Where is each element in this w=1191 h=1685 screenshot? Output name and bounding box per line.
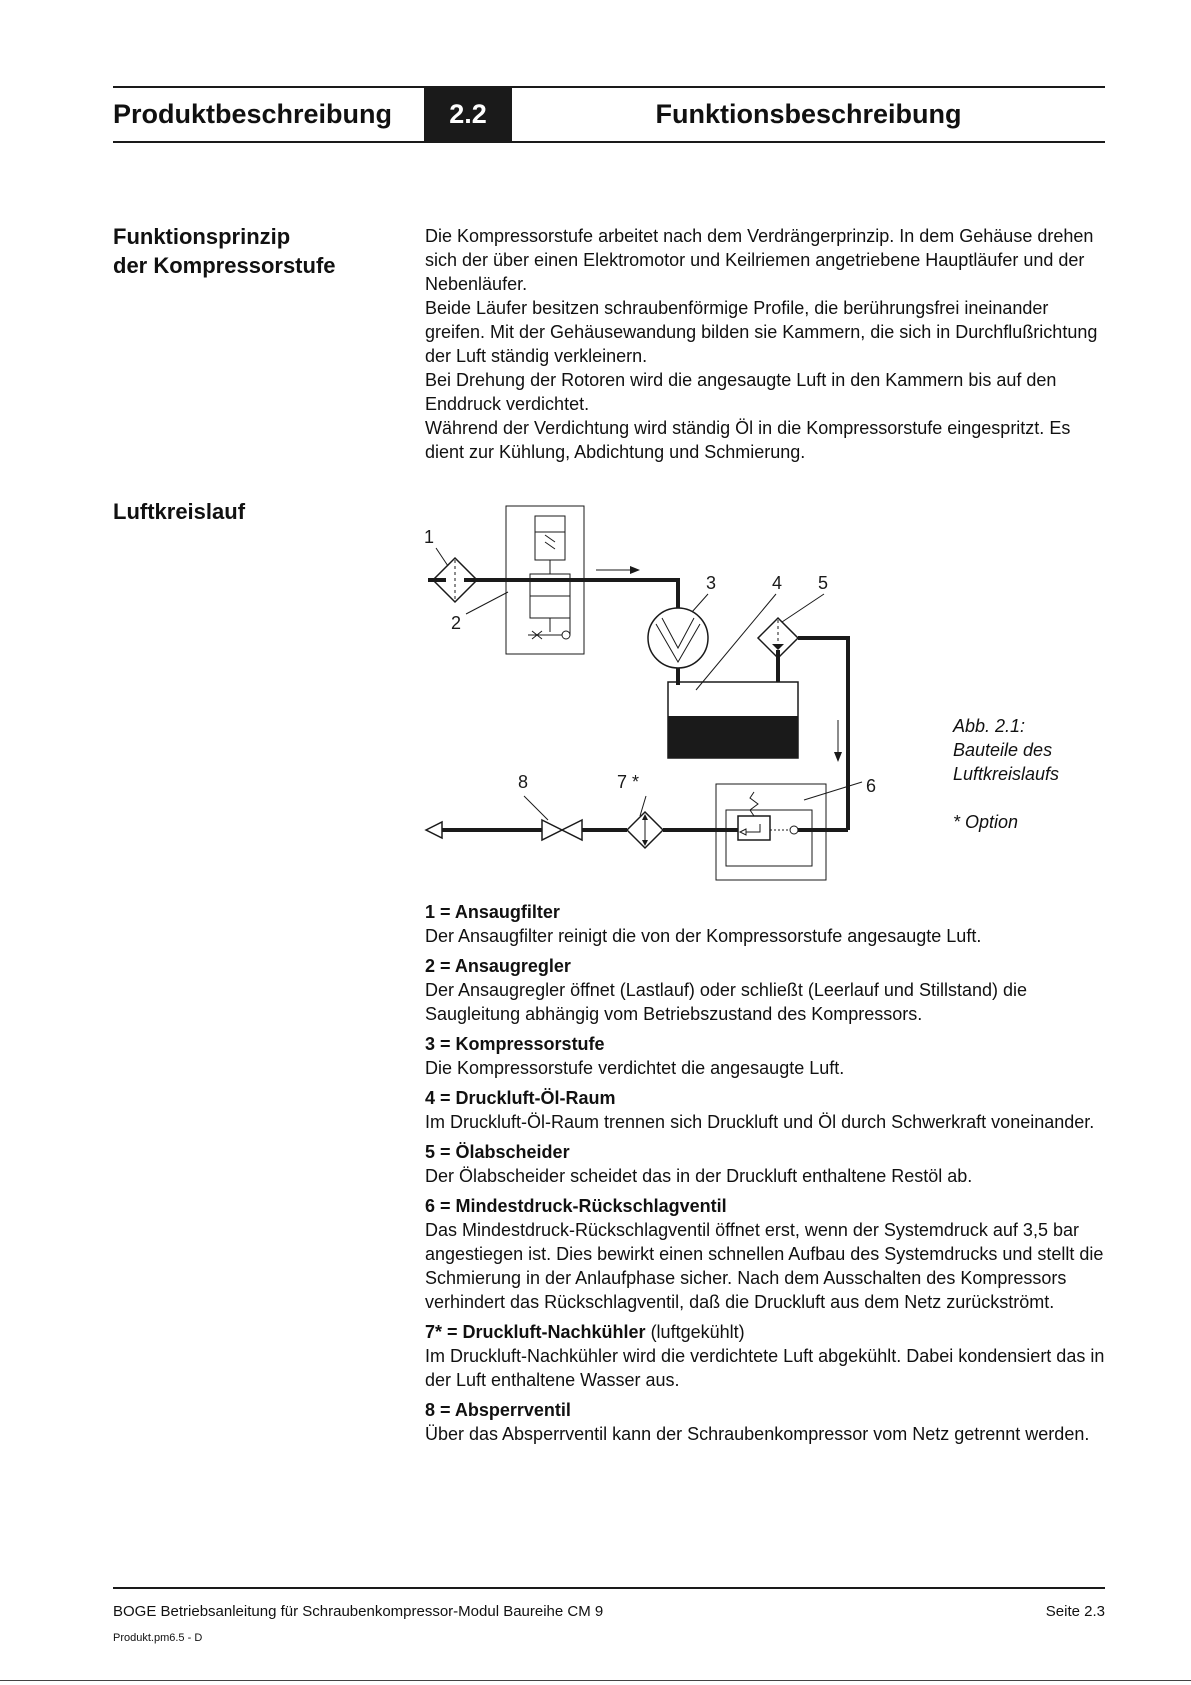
component-legend xyxy=(425,900,1105,1452)
legend-term: 1 = Ansaugfilter xyxy=(425,902,560,922)
page-header xyxy=(113,86,1105,143)
diagram-label-7: 7 * xyxy=(617,772,640,792)
principle-paragraph: Bei Drehung der Rotoren wird die angesaugte Luft in den Kammern bis auf den Enddruck verdichtet. xyxy=(425,370,1057,414)
caption-line: Luftkreislaufs xyxy=(953,764,1060,784)
diagram-label-4: 4 xyxy=(772,573,783,593)
principle-paragraph: Beide Läufer besitzen schraubenförmige Profile, die berührungsfrei ineinander greifen. Mit der Gehäusewandung bilden sie Kammern, die sich in Durchflußrichtung der Luft ständig verkleinern. xyxy=(425,298,1098,366)
section-number: 2.2 xyxy=(424,88,512,141)
legend-description: Der Ansaugfilter reinigt die von der Kompressorstufe angesaugte Luft. xyxy=(425,926,982,946)
legend-entry xyxy=(425,900,1105,948)
page-bottom-edge xyxy=(0,1680,1191,1681)
principle-text xyxy=(425,224,1105,464)
regulator-check-ball xyxy=(562,631,570,639)
diagram-label-2: 2 xyxy=(451,613,462,633)
legend-description: Die Kompressorstufe verdichtet die angesaugte Luft. xyxy=(425,1058,845,1078)
legend-term: 8 = Absperrventil xyxy=(425,1400,571,1420)
figure-caption xyxy=(953,714,1059,834)
legend-description: Im Druckluft-Öl-Raum trennen sich Druckluft und Öl durch Schwerkraft voneinander. xyxy=(425,1112,1095,1132)
outlet-arrow xyxy=(426,822,442,838)
principle-paragraph: Die Kompressorstufe arbeitet nach dem Verdrängerprinzip. In dem Gehäuse drehen sich der über einen Elektromotor und Keilriemen angetriebene Hauptläufer und der Nebenläufer. xyxy=(425,226,1094,294)
caption-option: * Option xyxy=(953,812,1019,832)
footer-divider xyxy=(113,1587,1105,1589)
legend-term: 6 = Mindestdruck-Rückschlagventil xyxy=(425,1196,727,1216)
diagram-label-8: 8 xyxy=(518,772,529,792)
diagram-label-1: 1 xyxy=(424,527,435,547)
legend-entry xyxy=(425,954,1105,1026)
legend-description: Über das Absperrventil kann der Schraubenkompressor vom Netz getrennt werden. xyxy=(425,1424,1090,1444)
caption-line: Abb. 2.1: xyxy=(953,716,1026,736)
legend-term: 5 = Ölabscheider xyxy=(425,1142,570,1162)
legend-entry xyxy=(425,1320,1105,1392)
shutoff-valve xyxy=(542,820,562,840)
legend-entry xyxy=(425,1086,1105,1134)
legend-entry xyxy=(425,1398,1105,1446)
footer-manual-title: BOGE Betriebsanleitung für Schraubenkompressor-Modul Baureihe CM 9 xyxy=(113,1603,604,1620)
oil-level xyxy=(668,716,798,758)
footer-file-name: Produkt.pm6.5 - D xyxy=(113,1632,203,1644)
legend-description: Im Druckluft-Nachkühler wird die verdichtete Luft abgekühlt. Dabei kondensiert das in der Luft enthaltene Wasser aus. xyxy=(425,1346,1105,1390)
diagram-label-5: 5 xyxy=(818,573,829,593)
legend-note: (luftgekühlt) xyxy=(645,1322,745,1342)
section-title: Produktbeschreibung xyxy=(113,99,393,129)
subsection-title: Funktionsbeschreibung xyxy=(655,99,962,129)
caption-line: Bauteile des xyxy=(953,740,1053,760)
legend-entry xyxy=(425,1194,1105,1314)
diagram-label-3: 3 xyxy=(706,573,717,593)
legend-entry xyxy=(425,1140,1105,1188)
legend-term: 7* = Druckluft-Nachkühler xyxy=(425,1322,646,1342)
legend-term: 4 = Druckluft-Öl-Raum xyxy=(425,1088,616,1108)
footer-page-number: Seite 2.3 xyxy=(1045,1603,1105,1620)
principle-heading xyxy=(113,222,336,280)
principle-heading-line2: der Kompressorstufe xyxy=(113,253,336,278)
legend-entry xyxy=(425,1032,1105,1080)
principle-paragraph: Während der Verdichtung wird ständig Öl in die Kompressorstufe eingespritzt. Es dient zur Kühlung, Abdichtung und Schmierung. xyxy=(425,418,1071,462)
diagram-label-6: 6 xyxy=(866,776,877,796)
air-circuit-heading: Luftkreislauf xyxy=(113,499,246,524)
min-pressure-valve xyxy=(738,816,770,840)
principle-heading-line1: Funktionsprinzip xyxy=(113,224,291,249)
legend-term: 3 = Kompressorstufe xyxy=(425,1034,605,1054)
legend-term: 2 = Ansaugregler xyxy=(425,956,571,976)
compressor-stage xyxy=(648,608,708,668)
legend-description: Der Ansaugregler öffnet (Lastlauf) oder schließt (Leerlauf und Stillstand) die Saugleitung abhängig vom Betriebszustand des Kompressors. xyxy=(425,980,1027,1024)
air-circuit-diagram xyxy=(420,500,900,885)
legend-description: Der Ölabscheider scheidet das in der Druckluft enthaltene Restöl ab. xyxy=(425,1166,973,1186)
legend-description: Das Mindestdruck-Rückschlagventil öffnet erst, wenn der Systemdruck auf 3,5 bar angestiegen ist. Dies bewirkt einen schnellen Aufbau des Systemdrucks und stellt die Schmierung in der Anlaufphase sicher. Nach dem Ausschalten des Kompressors verhindert das Rückschlagventil, daß die Druckluft aus dem Netz zurückströmt. xyxy=(425,1220,1104,1312)
